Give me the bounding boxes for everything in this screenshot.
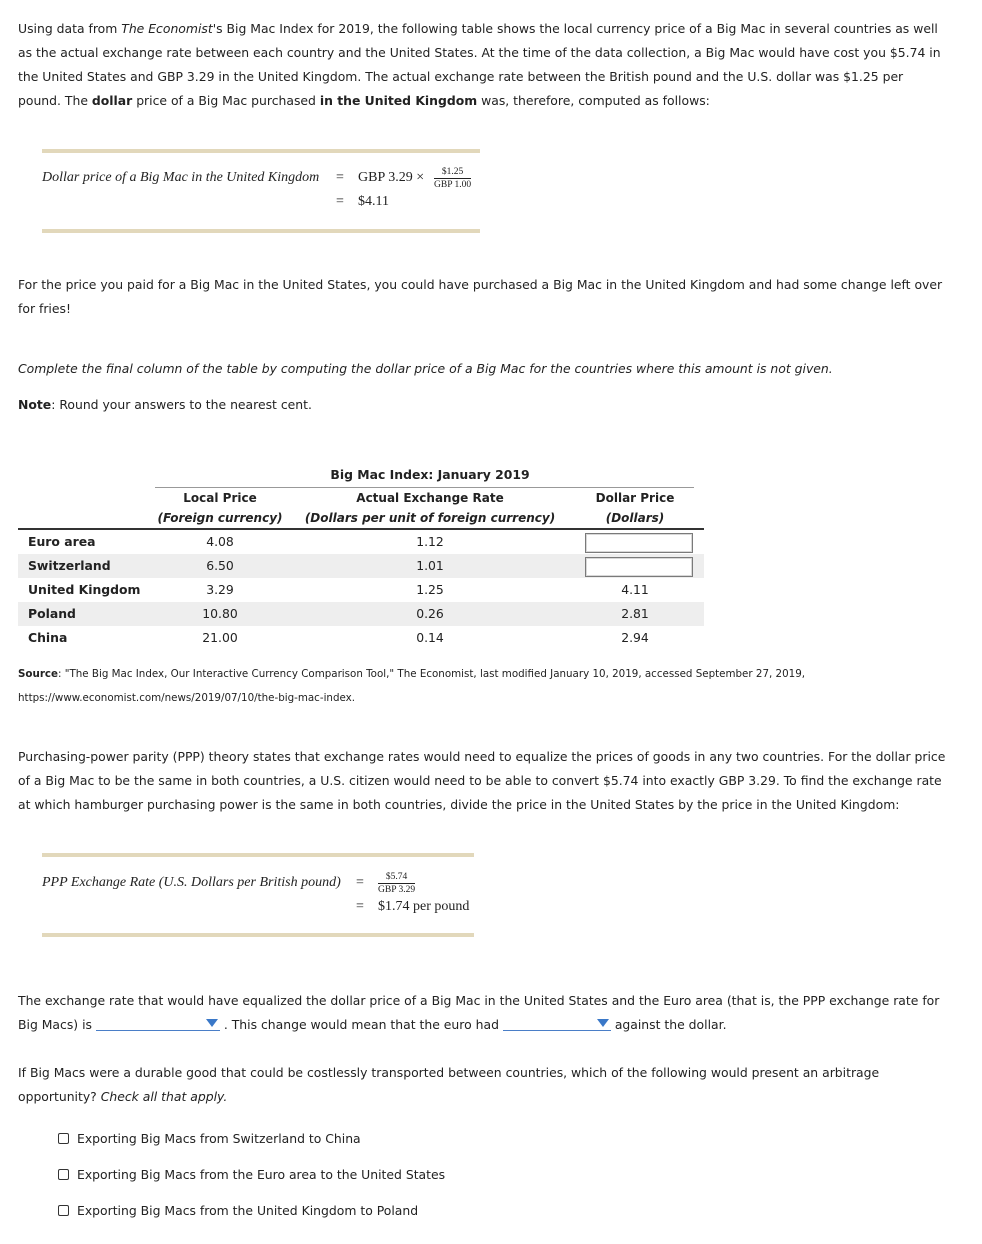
local-price: 10.80 [202,606,238,621]
note-body: : Round your answers to the nearest cent. [51,397,312,412]
checkbox[interactable] [58,1205,69,1216]
note-label: Note [18,397,52,412]
fraction-numerator: $1.25 [434,167,471,179]
intro-bold-uk: in the United Kingdom [319,93,478,108]
option-label: Exporting Big Macs from the United Kingdom to Poland [77,1203,419,1218]
formula-equals-2: = [336,194,344,209]
note-text [18,393,948,417]
formula-equals: = [336,170,344,185]
country-name: China [28,630,68,645]
local-price: 6.50 [206,558,234,573]
arbitrage-question-text: If Big Macs were a durable good that could be costlessly transported between countries, which of the following would present an arbitrage opportunity? [18,1065,880,1104]
option-switzerland-to-china[interactable] [58,1130,361,1148]
dropdown-arrow-icon [206,1019,218,1027]
table-caption: Big Mac Index: January 2019 [330,467,530,482]
dollar-price: 4.11 [621,582,649,597]
col1-title: Local Price [183,491,257,505]
check-all-instruction: Check all that apply. [100,1089,228,1104]
source-url: https://www.economist.com/news/2019/07/10/the-big-mac-index. [18,692,356,704]
intro-text-1: Using data from [18,21,122,36]
option-label: Exporting Big Macs from Switzerland to China [77,1131,361,1146]
dollar-price-input-switzerland[interactable] [585,557,693,577]
fries-paragraph: For the price you paid for a Big Mac in the United States, you could have purchased a Big Mac in the United Kingdom and had some change left over for fries! [18,277,943,316]
exchange-rate: 1.25 [416,582,444,597]
source-label: Source [18,668,58,680]
checkbox[interactable] [58,1133,69,1144]
instruction-text: Complete the final column of the table by computing the dollar price of a Big Mac for the countries where this amount is not given. [18,361,833,376]
formula-fraction [434,167,471,190]
table-row [18,578,704,602]
formula-label: Dollar price of a Big Mac in the United Kingdom [42,170,320,185]
euro-direction-dropdown[interactable] [503,1016,611,1031]
option-label: Exporting Big Macs from the Euro area to the United States [77,1167,446,1182]
table-row [18,554,704,578]
exchange-rate: 1.01 [416,558,444,573]
country-name: Euro area [28,534,96,549]
col2-title: Actual Exchange Rate [356,491,504,505]
column-header-exchange-rate [300,488,560,528]
source-text: : "The Big Mac Index, Our Interactive Currency Comparison Tool," The Economist, last modified January 10, 2019, accessed September 27, 2019, [58,668,806,680]
col3-subtitle: (Dollars) [605,511,665,525]
option-uk-to-poland[interactable] [58,1202,418,1220]
question-text-3: against the dollar. [610,1017,727,1032]
checkbox[interactable] [58,1169,69,1180]
column-header-local-price [155,488,285,528]
intro-text-2: 's Big Mac Index for 2019, the following table shows the local currency price of a Big Mac in several countries as well as the actual exchange rate between each country and the United States. At the time of the data collection, a Big Mac would have cost you $5.74 in the United States and GBP 3.29 in the United Kingdom. The actual exchange rate between the British pound and the U.S. dollar was $1.25 per pound. The [18,21,941,108]
option-euro-to-us[interactable] [58,1166,445,1184]
exchange-rate: 1.12 [416,534,444,549]
col3-title: Dollar Price [595,491,675,505]
formula-expression: GBP 3.29 × [358,170,425,185]
col2-subtitle: (Dollars per unit of foreign currency) [304,511,556,525]
ppp-formula-label: PPP Exchange Rate (U.S. Dollars per British pound) [42,875,341,890]
intro-paragraph [18,17,948,113]
dollar-price-formula [42,149,480,233]
ppp-paragraph: Purchasing-power parity (PPP) theory states that exchange rates would need to equalize the prices of goods in any two countries. For the dollar price of a Big Mac to be the same in both countries, a U.S. citizen would need to be able to convert $5.74 into exactly GBP 3.29. To find the exchange rate at which hamburger purchasing power is the same in both countries, divide the price in the United States by the price in the United Kingdom: [18,749,946,812]
ppp-fraction-numerator: $5.74 [378,872,415,884]
dollar-price: 2.81 [621,606,649,621]
dropdown-arrow-icon [597,1019,609,1027]
intro-text-4: was, therefore, computed as follows: [477,93,710,108]
local-price: 21.00 [202,630,238,645]
country-name: Switzerland [28,558,111,573]
table-row [18,626,704,650]
ppp-formula-equals-2: = [356,899,364,914]
fraction-denominator: GBP 1.00 [434,180,472,190]
country-name: Poland [28,606,76,621]
ppp-fraction [378,872,415,895]
question-text-1: The exchange rate that would have equalized the dollar price of a Big Mac in the United States and the Euro area (that is, the PPP exchange rate for Big Macs) is [18,993,940,1032]
dollar-price-input-euro-area[interactable] [585,533,693,553]
exchange-rate: 0.14 [416,630,444,645]
source-citation [18,662,948,710]
ppp-rate-dropdown[interactable] [96,1016,220,1031]
source-publication: The Economist [121,21,213,36]
exchange-rate: 0.26 [416,606,444,621]
ppp-formula [42,853,474,937]
arbitrage-question [18,1061,948,1109]
local-price: 4.08 [206,534,234,549]
dollar-price: 2.94 [621,630,649,645]
ppp-fraction-denominator: GBP 3.29 [378,885,416,895]
ppp-question [18,989,948,1037]
local-price: 3.29 [206,582,234,597]
table-row [18,530,704,554]
table-row [18,602,704,626]
formula-result: $4.11 [358,194,389,209]
intro-text-3: price of a Big Mac purchased [132,93,320,108]
col1-subtitle: (Foreign currency) [157,511,283,525]
question-text-2: . This change would mean that the euro had [219,1017,503,1032]
ppp-formula-result: $1.74 per pound [378,899,470,914]
column-header-dollar-price [580,488,690,528]
country-name: United Kingdom [28,582,141,597]
intro-bold-dollar: dollar [91,93,133,108]
ppp-formula-equals: = [356,875,364,890]
